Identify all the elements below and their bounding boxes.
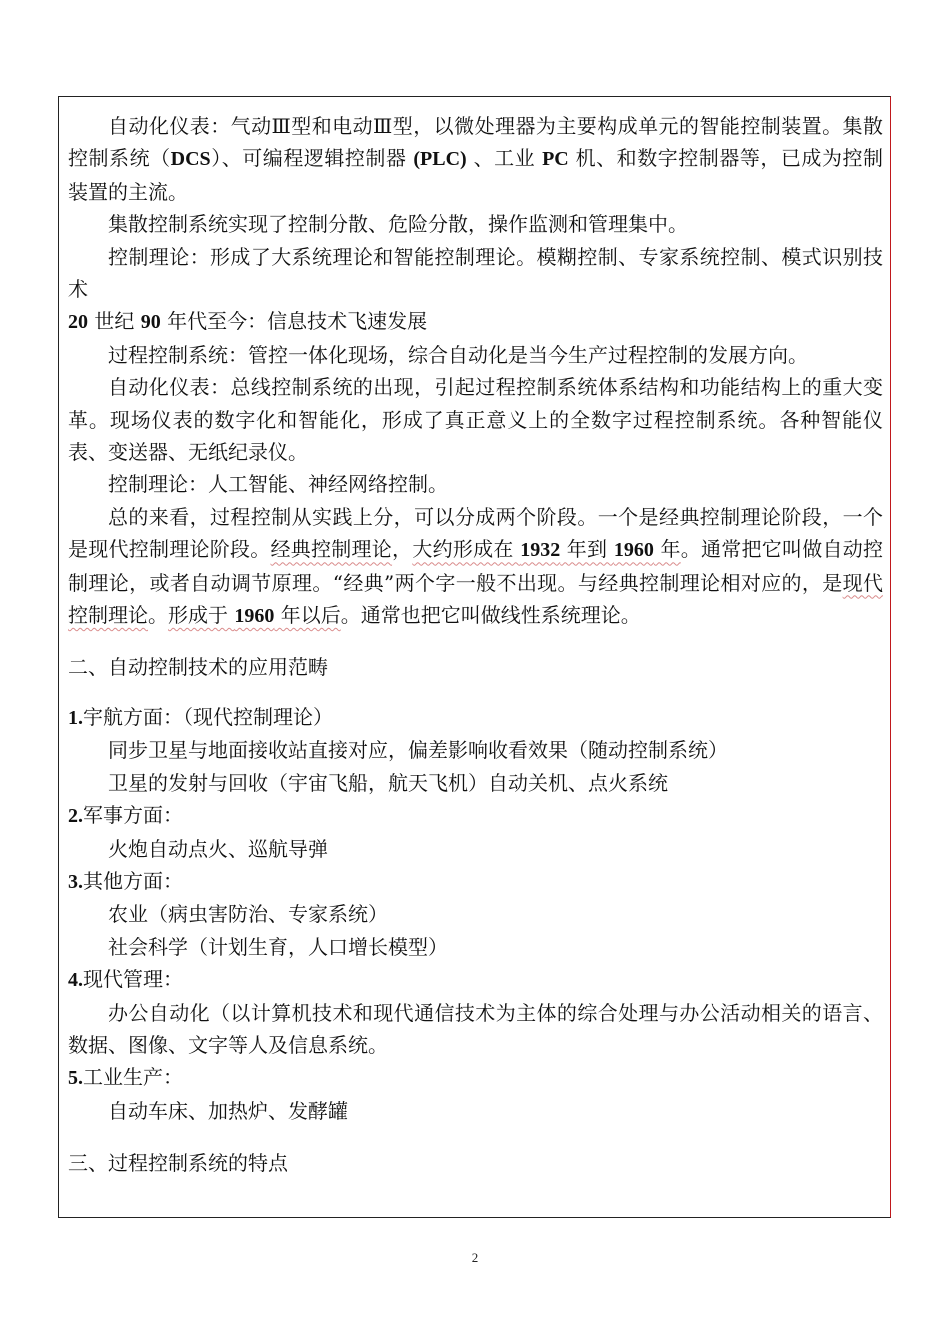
text-run: ， bbox=[392, 537, 413, 562]
item-other bbox=[68, 865, 883, 898]
text-run: 。通常把它叫做自动控制理论，或者自动调节原理。“经典”两个字一般不出现。与经典控制理论相对应的，是 bbox=[68, 537, 884, 595]
text-run: ）、可编程逻辑控制器 bbox=[210, 146, 414, 171]
item-aerospace bbox=[68, 701, 883, 734]
text-run: 年以后 bbox=[274, 603, 341, 628]
item-line: 同步卫星与地面接收站直接对应，偏差影响收看效果（随动控制系统） bbox=[108, 738, 728, 763]
paragraph-instrumentation bbox=[68, 110, 883, 208]
page-number: 2 bbox=[471, 1250, 479, 1265]
text-run: 大约形成在 bbox=[412, 537, 521, 562]
paragraph-control-theory-2: 控制理论：人工智能、神经网络控制。 bbox=[108, 472, 448, 497]
term-pc: PC bbox=[542, 148, 569, 171]
document-body bbox=[68, 110, 883, 1180]
item-industry bbox=[68, 1061, 883, 1094]
underlined-text bbox=[412, 537, 680, 561]
year: 1960 bbox=[613, 539, 654, 562]
text-run: 自动化仪表：气动Ⅲ型和电动Ⅲ型，以微处理器为主要构成单元的智能控制装置。集散控制系统（ bbox=[68, 114, 883, 171]
underlined-text: 现代控制理论 bbox=[68, 570, 884, 628]
paragraph-fieldbus: 自动化仪表：总线控制系统的出现，引起过程控制系统体系结构和功能结构上的重大变革。现场仪表的数字化和智能化，形成了真正意义上的全数字过程控制系统。各种智能仪表、变送器、无纸纪录仪。 bbox=[68, 375, 883, 465]
item-number: 4. bbox=[68, 969, 83, 992]
year: 1960 bbox=[234, 605, 275, 628]
section-heading-3: 三、过程控制系统的特点 bbox=[68, 1151, 288, 1176]
paragraph-dcs: 集散控制系统实现了控制分散、危险分散，操作监测和管理集中。 bbox=[108, 212, 688, 237]
text-run: 。通常也把它叫做线性系统理论。 bbox=[340, 603, 641, 628]
item-line: 社会科学（计划生育，人口增长模型） bbox=[108, 934, 448, 959]
text-run: 形成于 bbox=[168, 603, 235, 628]
text-run: 总的来看，过程控制从实践上分，可以分成两个阶段。一个是经典控制理论阶段，一个是现代控制理论阶段。 bbox=[68, 504, 883, 562]
item-title: 其他方面： bbox=[83, 868, 183, 893]
item-title: 宇航方面：（现代控制理论） bbox=[83, 704, 333, 729]
item-title: 军事方面： bbox=[83, 803, 183, 828]
text-run: 年代至今：信息技术飞速发展 bbox=[160, 309, 428, 334]
item-number: 5. bbox=[68, 1067, 83, 1090]
underlined-text: 经典控制理论 bbox=[270, 537, 393, 562]
text-run: 。 bbox=[148, 603, 168, 628]
item-line: 办公自动化（以计算机技术和现代通信技术为主体的综合处理与办公活动相关的语言、数据、图像、文字等人及信息系统。 bbox=[68, 1000, 883, 1057]
text-run: 机、和数字控制器等，已成为控制装置的主流。 bbox=[68, 146, 884, 204]
item-management bbox=[68, 963, 883, 996]
year: 1932 bbox=[520, 539, 561, 562]
underlined-text bbox=[168, 603, 341, 627]
text-run: 、工业 bbox=[466, 146, 543, 171]
paragraph-process-control: 过程控制系统：管控一体化现场，综合自动化是当今生产过程控制的发展方向。 bbox=[108, 342, 808, 367]
item-line: 火炮自动点火、巡航导弹 bbox=[108, 836, 328, 861]
text-run: 年 bbox=[653, 537, 681, 562]
item-title: 工业生产： bbox=[83, 1065, 183, 1090]
item-line: 卫星的发射与回收（宇宙飞船，航天飞机）自动关机、点火系统 bbox=[108, 770, 668, 795]
item-number: 1. bbox=[68, 706, 83, 729]
text-run: 20 bbox=[68, 311, 88, 334]
item-number: 3. bbox=[68, 870, 83, 893]
section-heading-2: 二、自动控制技术的应用范畴 bbox=[68, 654, 328, 679]
item-military bbox=[68, 799, 883, 832]
paragraph-control-theory-1: 控制理论：形成了大系统理论和智能控制理论。模糊控制、专家系统控制、模式识别技术 bbox=[68, 244, 883, 302]
text-run: 年到 bbox=[560, 537, 614, 562]
text-run: 90 bbox=[140, 311, 161, 334]
text-run: 世纪 bbox=[88, 309, 141, 334]
item-line: 农业（病虫害防治、专家系统） bbox=[108, 902, 388, 927]
paragraph-1990s-heading bbox=[68, 305, 883, 338]
paragraph-summary bbox=[68, 501, 883, 633]
item-number: 2. bbox=[68, 805, 83, 828]
term-plc: (PLC) bbox=[413, 148, 467, 171]
item-title: 现代管理： bbox=[83, 967, 183, 992]
term-dcs: DCS bbox=[170, 148, 211, 171]
item-line: 自动车床、加热炉、发酵罐 bbox=[108, 1098, 348, 1123]
